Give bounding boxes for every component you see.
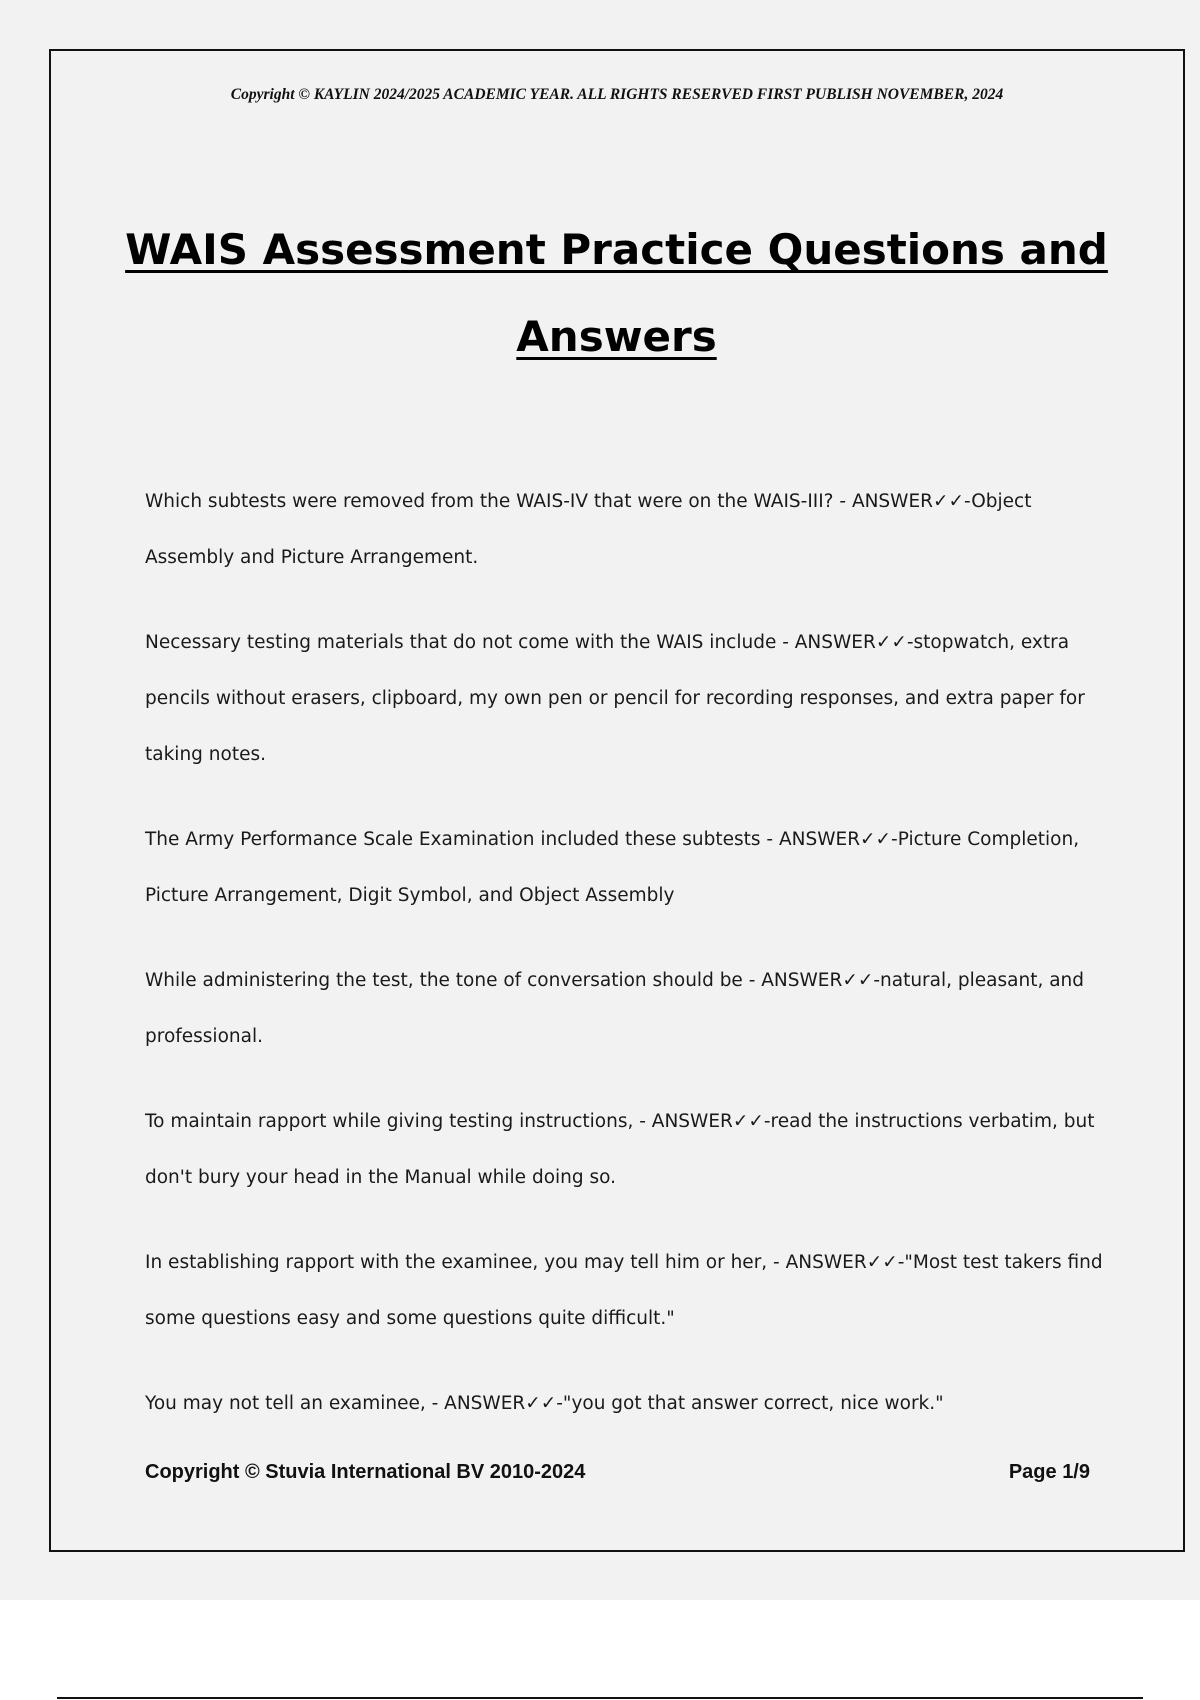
qa-item: To maintain rapport while giving testing instructions, - ANSWER✓✓-read the instructions verbatim, but don't bury your head in the Manual while doing so. [145,1111,1095,1188]
header-copyright: Copyright © KAYLIN 2024/2025 ACADEMIC YEAR. ALL RIGHTS RESERVED FIRST PUBLISH NOVEMBER, 2024 [230,86,1004,103]
footer-copyright: Copyright © Stuvia International BV 2010-2024 [145,1461,586,1483]
page-number: Page 1/9 [1008,1461,1090,1483]
qa-list [145,474,1105,1461]
qa-item: You may not tell an examinee, - ANSWER✓✓-"you got that answer correct, nice work." [145,1393,944,1414]
qa-item: Which subtests were removed from the WAIS-IV that were on the WAIS-III? - ANSWER✓✓-Object Assembly and Picture Arrangement. [145,491,1032,568]
qa-item: While administering the test, the tone of conversation should be - ANSWER✓✓-natural, pleasant, and professional. [145,970,1085,1047]
qa-item: Necessary testing materials that do not come with the WAIS include - ANSWER✓✓-stopwatch, extra pencils without erasers, clipboard, my own pen or pencil for recording responses, and extra paper for taking notes. [145,632,1085,765]
document-title: WAIS Assessment Practice Questions and Answers [125,225,1108,361]
qa-item: In establishing rapport with the examinee, you may tell him or her, - ANSWER✓✓-"Most test takers find some questions easy and some questions quite difficult." [145,1252,1103,1329]
qa-item: The Army Performance Scale Examination included these subtests - ANSWER✓✓-Picture Completion, Picture Arrangement, Digit Symbol, and Object Assembly [145,829,1080,906]
bottom-divider [57,1697,1143,1699]
